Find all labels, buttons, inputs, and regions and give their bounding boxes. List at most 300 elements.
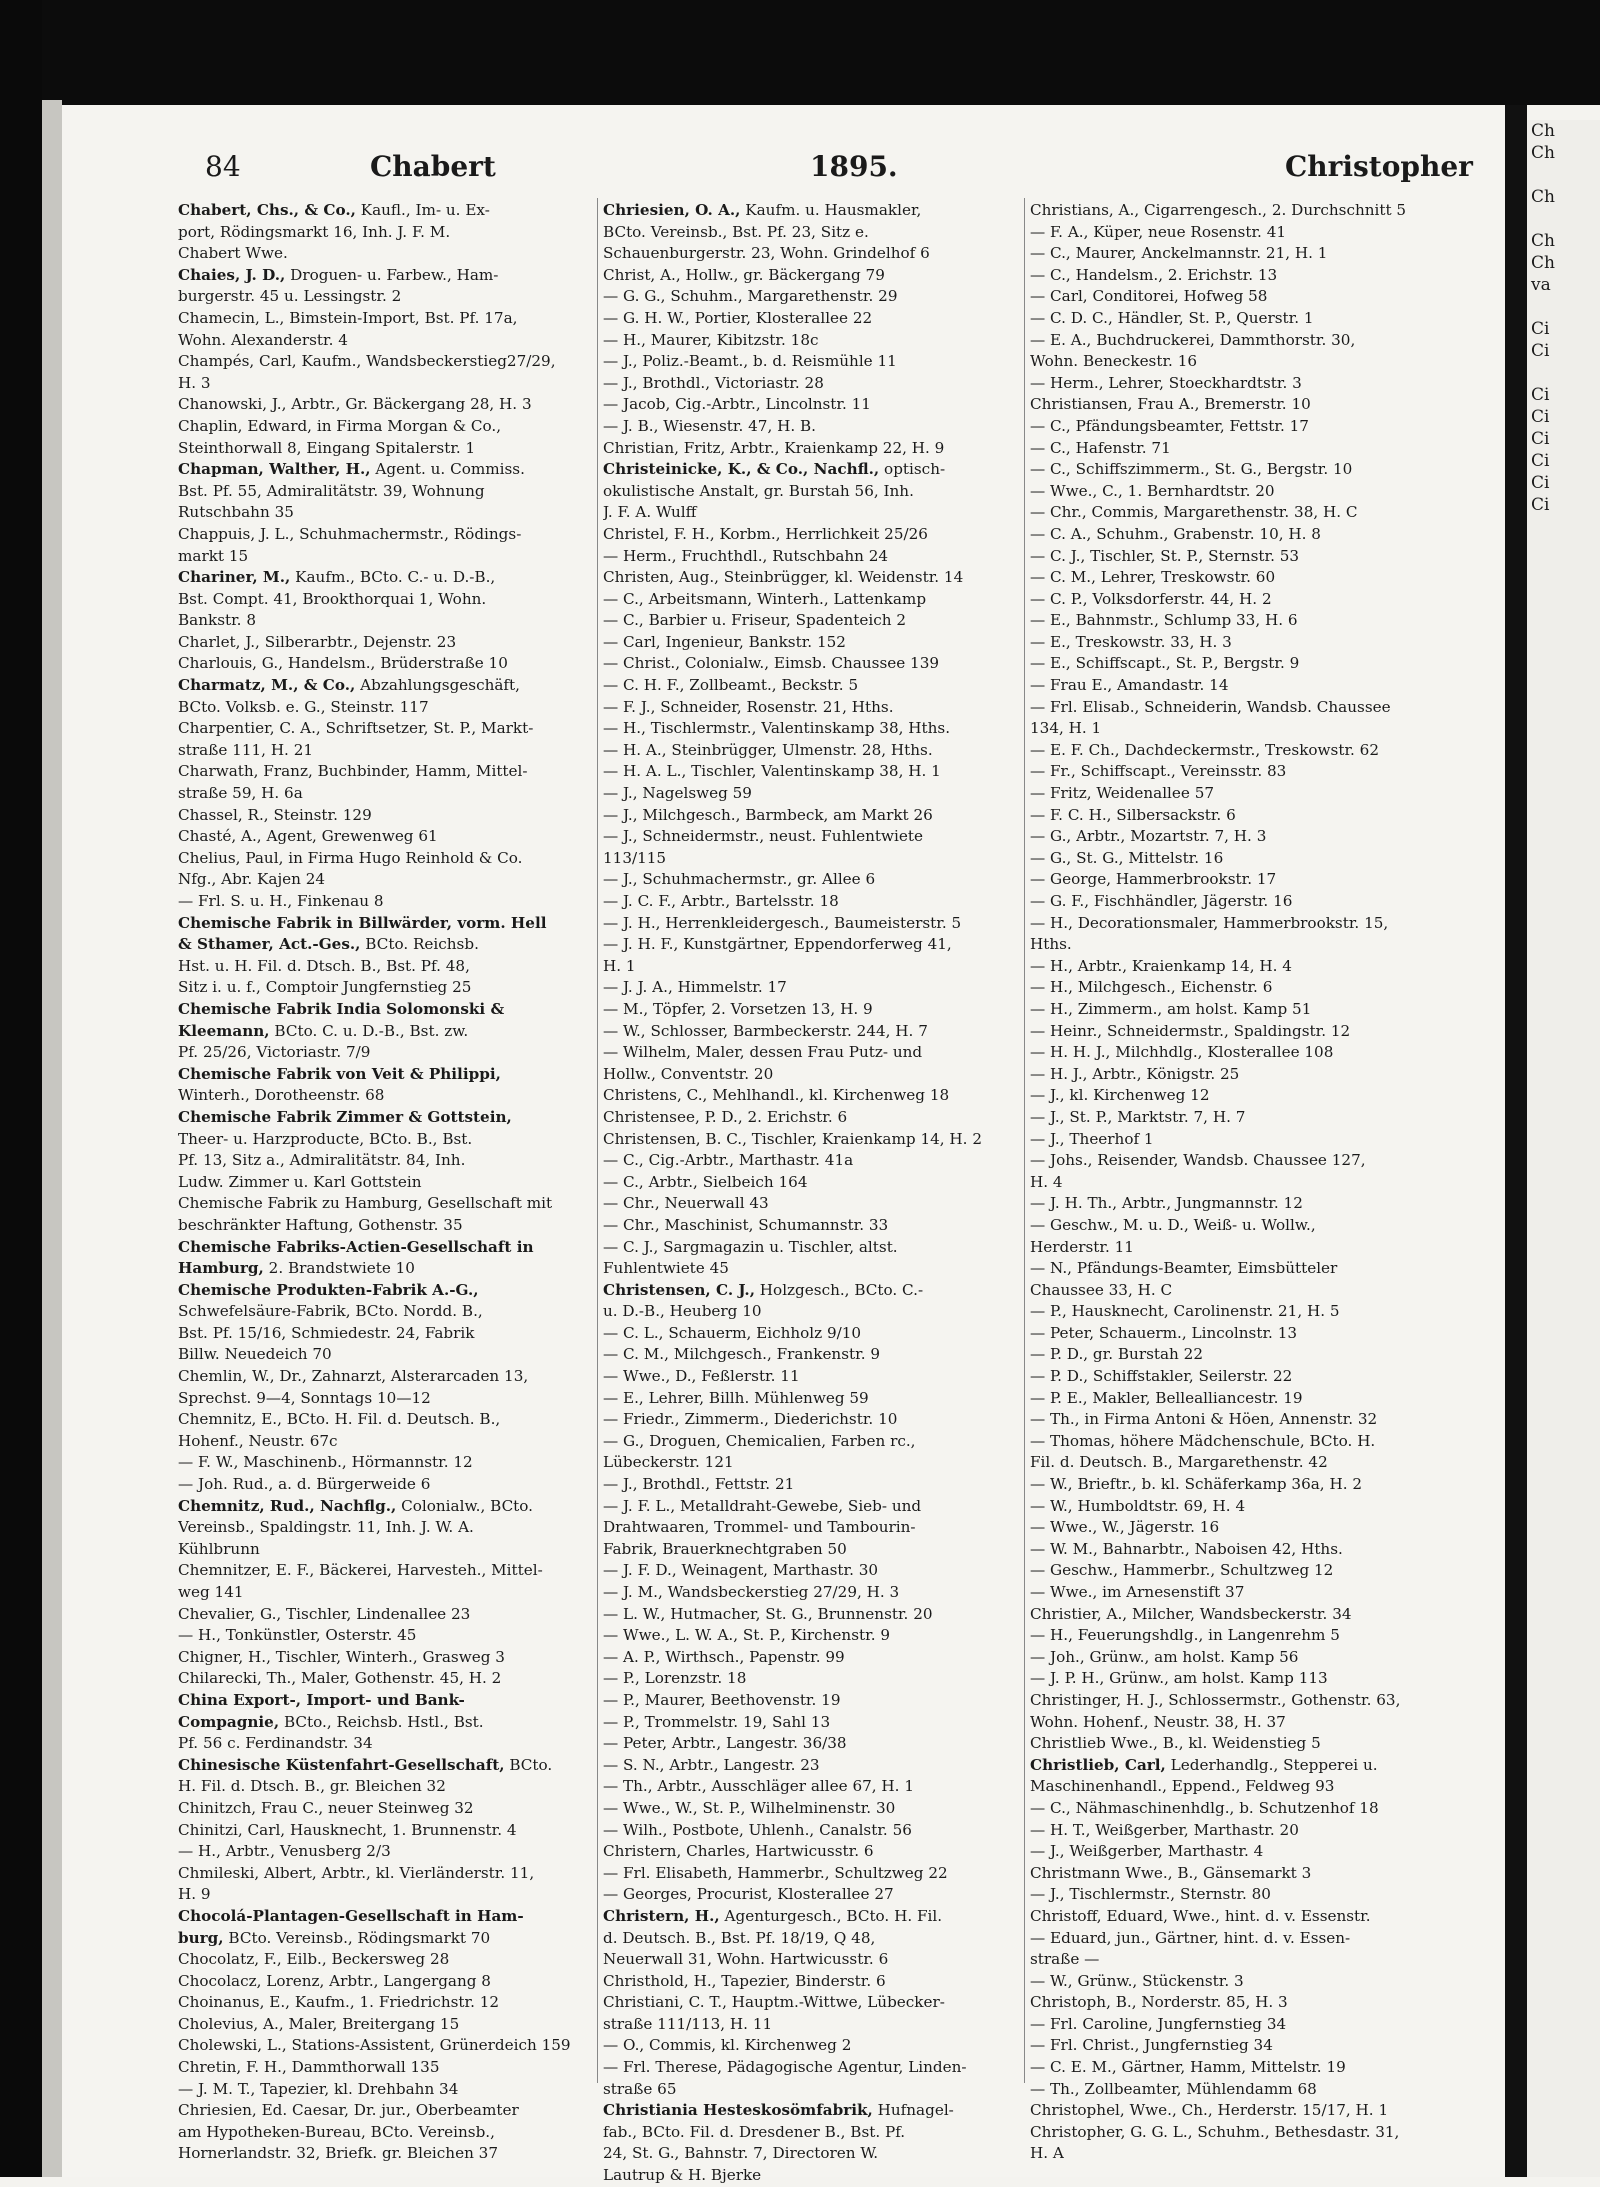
directory-line: — Wwe., C., 1. Bernhardtstr. 20 bbox=[1030, 481, 1275, 500]
directory-line: Hornerlandstr. 32, Briefk. gr. Bleichen 37 bbox=[178, 2144, 499, 2163]
directory-line bbox=[178, 1906, 593, 1928]
next-page-fragment: Ci bbox=[1531, 319, 1550, 339]
directory-line: Chabert Wwe. bbox=[178, 244, 288, 263]
header-left-title: Chabert bbox=[370, 150, 496, 183]
directory-line: — Wwe., W., Jägerstr. 16 bbox=[1030, 1518, 1220, 1537]
directory-line: — C. M., Milchgesch., Frankenstr. 9 bbox=[603, 1345, 881, 1364]
directory-line: Christopher, G. G. L., Schuhm., Bethesdastr. 31, bbox=[1030, 2122, 1400, 2141]
directory-line: Bankstr. 8 bbox=[178, 611, 257, 630]
directory-line: Choinanus, E., Kaufm., 1. Friedrichstr. 12 bbox=[178, 1993, 500, 2012]
entry-name: Chemische Fabrik India Solomonski & bbox=[178, 999, 505, 1018]
directory-line: Christens, C., Mehlhandl., kl. Kirchenweg 18 bbox=[603, 1086, 950, 1105]
directory-line: — P. D., Schiffstakler, Seilerstr. 22 bbox=[1030, 1367, 1293, 1386]
directory-line: — Joh. Rud., a. d. Bürgerweide 6 bbox=[178, 1475, 431, 1494]
directory-line: Chemische Fabrik zu Hamburg, Gesellschaft mit bbox=[178, 1194, 553, 1213]
directory-line: Vereinsb., Spaldingstr. 11, Inh. J. W. A. bbox=[178, 1518, 474, 1537]
directory-line: Christians, A., Cigarrengesch., 2. Durchschnitt 5 bbox=[1030, 201, 1407, 219]
directory-line: — J. P. H., Grünw., am holst. Kamp 113 bbox=[1030, 1669, 1328, 1688]
directory-line: — Th., in Firma Antoni & Höen, Annenstr. 32 bbox=[1030, 1410, 1378, 1429]
next-page-fragment bbox=[1527, 296, 1600, 318]
directory-line: BCto. Vereinsb., Bst. Pf. 23, Sitz e. bbox=[603, 222, 869, 241]
left-gutter bbox=[42, 100, 62, 2177]
next-page-fragment: Ch bbox=[1531, 187, 1555, 207]
directory-line: straße 111/113, H. 11 bbox=[603, 2014, 773, 2033]
directory-line: J. F. A. Wulff bbox=[603, 503, 697, 522]
directory-line: — F. C. H., Silbersackstr. 6 bbox=[1030, 805, 1236, 824]
page-number: 84 bbox=[205, 150, 241, 183]
directory-line: — Chr., Neuerwall 43 bbox=[603, 1194, 769, 1213]
directory-line: — J. B., Wiesenstr. 47, H. B. bbox=[603, 416, 816, 435]
directory-line: okulistische Anstalt, gr. Burstah 56, Inh. bbox=[603, 481, 914, 500]
directory-line: — Carl, Conditorei, Hofweg 58 bbox=[1030, 287, 1268, 306]
directory-line: Chapman, Walther, H., Agent. u. Commiss. bbox=[178, 460, 525, 479]
directory-line: — C., Handelsm., 2. Erichstr. 13 bbox=[1030, 265, 1278, 284]
directory-line: — Friedr., Zimmerm., Diederichstr. 10 bbox=[603, 1410, 898, 1429]
directory-line: — H., Arbtr., Venusberg 2/3 bbox=[178, 1842, 391, 1861]
directory-line: Cholewski, L., Stations-Assistent, Grünerdeich 159 bbox=[178, 2036, 571, 2055]
directory-line: — Wwe., D., Feßlerstr. 11 bbox=[603, 1367, 800, 1386]
directory-line: — Herm., Lehrer, Stoeckhardtstr. 3 bbox=[1030, 373, 1302, 392]
directory-line: — C., Schiffszimmerm., St. G., Bergstr. 10 bbox=[1030, 460, 1353, 479]
entry-name: Chemische Fabriks-Actien-Gesellschaft in bbox=[178, 1237, 534, 1256]
directory-line: Chanowski, J., Arbtr., Gr. Bäckergang 28, H. 3 bbox=[178, 395, 532, 414]
directory-line: — C. J., Sargmagazin u. Tischler, altst. bbox=[603, 1237, 898, 1256]
directory-line: Pf. 25/26, Victoriastr. 7/9 bbox=[178, 1043, 371, 1062]
directory-line bbox=[178, 913, 593, 935]
directory-line: — P. D., gr. Burstah 22 bbox=[1030, 1345, 1203, 1364]
directory-line: — J. H. Th., Arbtr., Jungmannstr. 12 bbox=[1030, 1194, 1303, 1213]
directory-line: Chriesien, Ed. Caesar, Dr. jur., Oberbeamter bbox=[178, 2101, 519, 2120]
directory-line: — H., Feuerungshdlg., in Langenrehm 5 bbox=[1030, 1626, 1340, 1645]
directory-line: — N., Pfändungs-Beamter, Eimsbütteler bbox=[1030, 1259, 1338, 1278]
directory-line: — M., Töpfer, 2. Vorsetzen 13, H. 9 bbox=[603, 999, 873, 1018]
entry-name: China Export-, Import- und Bank- bbox=[178, 1690, 465, 1709]
directory-line: Bst. Compt. 41, Brookthorquai 1, Wohn. bbox=[178, 589, 487, 608]
directory-line: — J., Theerhof 1 bbox=[1030, 1129, 1154, 1148]
directory-line: — C. J., Tischler, St. P., Sternstr. 53 bbox=[1030, 546, 1300, 565]
directory-line: Champés, Carl, Kaufm., Wandsbeckerstieg27/29, bbox=[178, 352, 556, 371]
directory-line: — J. C. F., Arbtr., Bartelsstr. 18 bbox=[603, 892, 839, 910]
directory-line: — C. P., Volksdorferstr. 44, H. 2 bbox=[1030, 589, 1272, 608]
directory-line: — Eduard, jun., Gärtner, hint. d. v. Essen- bbox=[1030, 1928, 1351, 1947]
directory-line: Chinitzi, Carl, Hausknecht, 1. Brunnenstr. 4 bbox=[178, 1820, 517, 1839]
directory-line: — C., Arbeitsmann, Winterh., Lattenkamp bbox=[603, 589, 927, 608]
directory-line: Chassel, R., Steinstr. 129 bbox=[178, 805, 372, 824]
left-scan-border bbox=[0, 0, 42, 2177]
directory-line bbox=[178, 1690, 593, 1712]
directory-line: — G. H. W., Portier, Klosterallee 22 bbox=[603, 308, 873, 327]
next-page-fragment: Ch bbox=[1531, 231, 1555, 251]
entry-name: Christiania Hesteskosömfabrik, bbox=[603, 2101, 873, 2120]
directory-line: — G. G., Schuhm., Margarethenstr. 29 bbox=[603, 287, 898, 306]
directory-line: Chretin, F. H., Dammthorwall 135 bbox=[178, 2058, 440, 2077]
entry-name: Chariner, M., bbox=[178, 568, 291, 587]
directory-line: — G., St. G., Mittelstr. 16 bbox=[1030, 848, 1224, 867]
directory-line: — C., Cig.-Arbtr., Marthastr. 41a bbox=[603, 1151, 854, 1170]
directory-line: — Frl. Caroline, Jungfernstieg 34 bbox=[1030, 2014, 1287, 2033]
directory-line: Chinitzch, Frau C., neuer Steinweg 32 bbox=[178, 1798, 474, 1817]
directory-line: Maschinenhandl., Eppend., Feldweg 93 bbox=[1030, 1777, 1335, 1796]
directory-line: — F. W., Maschinenb., Hörmannstr. 12 bbox=[178, 1453, 473, 1472]
directory-line: — H., Arbtr., Kraienkamp 14, H. 4 bbox=[1030, 956, 1292, 975]
directory-line: Christen, Aug., Steinbrügger, kl. Weidenstr. 14 bbox=[603, 568, 964, 587]
directory-line: — H. A. L., Tischler, Valentinskamp 38, H. 1 bbox=[603, 762, 941, 781]
directory-line: — Peter, Schauerm., Lincolnstr. 13 bbox=[1030, 1323, 1298, 1342]
directory-line: — Frl. Elisab., Schneiderin, Wandsb. Chaussee bbox=[1030, 697, 1391, 716]
directory-line: — Christ., Colonialw., Eimsb. Chaussee 139 bbox=[603, 654, 940, 673]
next-page-fragment: va bbox=[1531, 275, 1551, 295]
directory-line: — J., Milchgesch., Barmbeck, am Markt 26 bbox=[603, 805, 933, 824]
next-page-fragment bbox=[1527, 362, 1600, 384]
directory-line: Christ, A., Hollw., gr. Bäckergang 79 bbox=[603, 265, 885, 284]
directory-line: Christier, A., Milcher, Wandsbeckerstr. 34 bbox=[1030, 1604, 1352, 1623]
directory-line: Chigner, H., Tischler, Winterh., Grasweg 3 bbox=[178, 1647, 505, 1666]
directory-line: — P., Hausknecht, Carolinenstr. 21, H. 5 bbox=[1030, 1302, 1340, 1321]
directory-line: — Fritz, Weidenallee 57 bbox=[1030, 784, 1215, 803]
directory-line: Theer- u. Harzproducte, BCto. B., Bst. bbox=[178, 1129, 473, 1148]
directory-line: & Sthamer, Act.-Ges., BCto. Reichsb. bbox=[178, 935, 479, 954]
directory-line: Chocolatz, F., Eilb., Beckersweg 28 bbox=[178, 1950, 450, 1969]
directory-line: — G. F., Fischhändler, Jägerstr. 16 bbox=[1030, 892, 1293, 910]
directory-line: — George, Hammerbrookstr. 17 bbox=[1030, 870, 1277, 889]
directory-line: straße — bbox=[1030, 1950, 1100, 1969]
directory-line: — J., Brothdl., Victoriastr. 28 bbox=[603, 373, 824, 392]
directory-line: — C. E. M., Gärtner, Hamm, Mittelstr. 19 bbox=[1030, 2058, 1346, 2077]
directory-line: — C. D. C., Händler, St. P., Querstr. 1 bbox=[1030, 308, 1314, 327]
directory-line: Winterh., Dorotheenstr. 68 bbox=[178, 1086, 385, 1105]
directory-line: — H., Zimmerm., am holst. Kamp 51 bbox=[1030, 999, 1312, 1018]
directory-line: — J. F. D., Weinagent, Marthastr. 30 bbox=[603, 1561, 879, 1580]
column-divider bbox=[1024, 198, 1025, 2083]
directory-line: — E. F. Ch., Dachdeckermstr., Treskowstr. 62 bbox=[1030, 740, 1380, 759]
directory-line: — E. A., Buchdruckerei, Dammthorstr. 30, bbox=[1030, 330, 1356, 349]
directory-line: — Fr., Schiffscapt., Vereinsstr. 83 bbox=[1030, 762, 1287, 781]
directory-line: Fuhlentwiete 45 bbox=[603, 1259, 729, 1278]
entry-name: Chinesische Küstenfahrt-Gesellschaft, bbox=[178, 1755, 505, 1774]
directory-line: Christern, Charles, Hartwicusstr. 6 bbox=[603, 1842, 874, 1861]
directory-line: Hohenf., Neustr. 67c bbox=[178, 1431, 338, 1450]
directory-line: — E., Schiffscapt., St. P., Bergstr. 9 bbox=[1030, 654, 1300, 673]
directory-line: Christhold, H., Tapezier, Binderstr. 6 bbox=[603, 1971, 886, 1990]
directory-line: Christlieb Wwe., B., kl. Weidenstieg 5 bbox=[1030, 1734, 1321, 1753]
directory-line: — Chr., Maschinist, Schumannstr. 33 bbox=[603, 1215, 889, 1234]
directory-line: — J. F. L., Metalldraht-Gewebe, Sieb- und bbox=[603, 1496, 922, 1515]
directory-line: — C., Nähmaschinenhdlg., b. Schutzenhof 18 bbox=[1030, 1798, 1379, 1817]
directory-line: Christlieb, Carl, Lederhandlg., Stepperei u. bbox=[1030, 1755, 1378, 1774]
directory-line: — H. J., Arbtr., Königstr. 25 bbox=[1030, 1064, 1240, 1083]
directory-line: — Wwe., im Arnesenstift 37 bbox=[1030, 1583, 1245, 1601]
directory-line: 24, St. G., Bahnstr. 7, Directoren W. bbox=[603, 2144, 879, 2163]
directory-line: — J. J. A., Himmelstr. 17 bbox=[603, 978, 787, 997]
directory-line: — J., Nagelsweg 59 bbox=[603, 784, 752, 803]
directory-line: Charpentier, C. A., Schriftsetzer, St. P., Markt- bbox=[178, 719, 534, 738]
directory-line: weg 141 bbox=[178, 1583, 244, 1601]
directory-line: — H., Decorationsmaler, Hammerbrookstr. 15, bbox=[1030, 913, 1389, 932]
next-page-fragment: Ch bbox=[1531, 143, 1555, 163]
directory-line: Nfg., Abr. Kajen 24 bbox=[178, 870, 326, 889]
directory-line: Bst. Pf. 55, Admiralitätstr. 39, Wohnung bbox=[178, 481, 485, 500]
directory-line: 134, H. 1 bbox=[1030, 719, 1102, 738]
directory-line: — Herm., Fruchthdl., Rutschbahn 24 bbox=[603, 546, 889, 565]
directory-line: — Heinr., Schneidermstr., Spaldingstr. 12 bbox=[1030, 1021, 1351, 1040]
directory-line: — Frau E., Amandastr. 14 bbox=[1030, 676, 1229, 695]
directory-line: — Peter, Arbtr., Langestr. 36/38 bbox=[603, 1734, 847, 1753]
header-right-title: Christopher bbox=[1285, 150, 1473, 183]
entry-name: Chemische Fabrik in Billwärder, vorm. Hell bbox=[178, 913, 547, 932]
directory-line: burgerstr. 45 u. Lessingstr. 2 bbox=[178, 287, 402, 306]
directory-line: Pf. 56 c. Ferdinandstr. 34 bbox=[178, 1734, 373, 1753]
directory-line: Christiania Hesteskosömfabrik, Hufnagel- bbox=[603, 2101, 954, 2120]
directory-line: straße 111, H. 21 bbox=[178, 740, 314, 759]
directory-line: Neuerwall 31, Wohn. Hartwicusstr. 6 bbox=[603, 1950, 889, 1969]
directory-line: Christensee, P. D., 2. Erichstr. 6 bbox=[603, 1107, 848, 1126]
directory-line: — H. A., Steinbrügger, Ulmenstr. 28, Hths. bbox=[603, 740, 933, 759]
directory-line: Compagnie, BCto., Reichsb. Hstl., Bst. bbox=[178, 1712, 484, 1731]
directory-line: — J., Weißgerber, Marthastr. 4 bbox=[1030, 1842, 1264, 1861]
directory-line: — A. P., Wirthsch., Papenstr. 99 bbox=[603, 1647, 845, 1666]
directory-line: burg, BCto. Vereinsb., Rödingsmarkt 70 bbox=[178, 1928, 491, 1947]
directory-line: Chriesien, O. A., Kaufm. u. Hausmakler, bbox=[603, 201, 922, 219]
directory-line: — C. L., Schauerm, Eichholz 9/10 bbox=[603, 1323, 862, 1342]
directory-line: Cholevius, A., Maler, Breitergang 15 bbox=[178, 2014, 460, 2033]
directory-line: — H., Maurer, Kibitzstr. 18c bbox=[603, 330, 819, 349]
directory-line: BCto. Volksb. e. G., Steinstr. 117 bbox=[178, 697, 429, 716]
directory-line: Chmileski, Albert, Arbtr., kl. Vierländerstr. 11, bbox=[178, 1863, 535, 1882]
entry-name: Hamburg, bbox=[178, 1259, 264, 1278]
directory-line: Chilarecki, Th., Maler, Gothenstr. 45, H. 2 bbox=[178, 1669, 502, 1688]
entry-name: Chemische Produkten-Fabrik A.-G., bbox=[178, 1280, 479, 1299]
directory-line: Chelius, Paul, in Firma Hugo Reinhold & Co. bbox=[178, 848, 523, 867]
directory-line: Charlet, J., Silberarbtr., Dejenstr. 23 bbox=[178, 632, 457, 651]
directory-line: — Joh., Grünw., am holst. Kamp 56 bbox=[1030, 1647, 1299, 1666]
directory-line: — E., Lehrer, Billh. Mühlenweg 59 bbox=[603, 1388, 869, 1407]
entry-name: & Sthamer, Act.-Ges., bbox=[178, 935, 361, 954]
directory-line: — J. M. T., Tapezier, kl. Drehbahn 34 bbox=[178, 2079, 459, 2098]
entry-name: Chapman, Walther, H., bbox=[178, 460, 371, 479]
directory-line: — Wilhelm, Maler, dessen Frau Putz- und bbox=[603, 1043, 923, 1062]
directory-line: — Jacob, Cig.-Arbtr., Lincolnstr. 11 bbox=[603, 395, 871, 414]
directory-line bbox=[178, 1237, 593, 1259]
column-2 bbox=[603, 200, 1016, 2187]
directory-line: Drahtwaaren, Trommel- und Tambourin- bbox=[603, 1518, 916, 1537]
directory-line: Ludw. Zimmer u. Karl Gottstein bbox=[178, 1172, 422, 1191]
entry-name: burg, bbox=[178, 1928, 224, 1947]
directory-line: Christel, F. H., Korbm., Herrlichkeit 25/26 bbox=[603, 524, 928, 543]
entry-name: Chabert, Chs., & Co., bbox=[178, 201, 356, 219]
directory-line: — C., Pfändungsbeamter, Fettstr. 17 bbox=[1030, 416, 1309, 435]
directory-line: — Th., Zollbeamter, Mühlendamm 68 bbox=[1030, 2079, 1317, 2098]
directory-line: — J. M., Wandsbeckerstieg 27/29, H. 3 bbox=[603, 1583, 900, 1601]
next-page-fragment: Ch bbox=[1531, 253, 1555, 273]
directory-line: — C. M., Lehrer, Treskowstr. 60 bbox=[1030, 568, 1276, 587]
directory-line: Kühlbrunn bbox=[178, 1539, 260, 1558]
directory-line: Hamburg, 2. Brandstwiete 10 bbox=[178, 1259, 415, 1278]
directory-line: Christinger, H. J., Schlossermstr., Gothenstr. 63, bbox=[1030, 1690, 1401, 1709]
directory-line: — J., kl. Kirchenweg 12 bbox=[1030, 1086, 1210, 1105]
directory-line: — J., Schneidermstr., neust. Fuhlentwiete bbox=[603, 827, 923, 846]
entry-name: Chocolá-Plantagen-Gesellschaft in Ham- bbox=[178, 1906, 524, 1925]
directory-line: — H. T., Weißgerber, Marthastr. 20 bbox=[1030, 1820, 1299, 1839]
directory-line: Christiani, C. T., Hauptm.-Wittwe, Lübecker- bbox=[603, 1993, 945, 2012]
directory-line: — Georges, Procurist, Klosterallee 27 bbox=[603, 1885, 894, 1904]
directory-line: — J., St. P., Marktstr. 7, H. 7 bbox=[1030, 1107, 1246, 1126]
directory-line: Christian, Fritz, Arbtr., Kraienkamp 22, H. 9 bbox=[603, 438, 945, 457]
directory-line: — C., Barbier u. Friseur, Spadenteich 2 bbox=[603, 611, 907, 630]
directory-line bbox=[178, 1280, 593, 1302]
next-page-fragment: Ci bbox=[1531, 451, 1550, 471]
entry-name: Chaies, J. D., bbox=[178, 265, 286, 284]
directory-line: fab., BCto. Fil. d. Dresdener B., Bst. Pf. bbox=[603, 2122, 906, 2141]
directory-line: Fabrik, Brauerknechtgraben 50 bbox=[603, 1539, 847, 1558]
directory-line: — C., Maurer, Anckelmannstr. 21, H. 1 bbox=[1030, 244, 1328, 263]
directory-line: Chasté, A., Agent, Grewenweg 61 bbox=[178, 827, 438, 846]
directory-line: Christensen, C. J., Holzgesch., BCto. C.- bbox=[603, 1280, 924, 1299]
directory-line: Christoff, Eduard, Wwe., hint. d. v. Essenstr. bbox=[1030, 1906, 1371, 1925]
directory-line: — H., Tonkünstler, Osterstr. 45 bbox=[178, 1626, 417, 1645]
directory-line: Chemnitz, Rud., Nachflg., Colonialw., BCto. bbox=[178, 1496, 533, 1515]
next-page-fragment: Ci bbox=[1531, 407, 1550, 427]
directory-line: Chemlin, W., Dr., Zahnarzt, Alsterarcaden 13, bbox=[178, 1367, 529, 1386]
directory-line: — L. W., Hutmacher, St. G., Brunnenstr. 20 bbox=[603, 1604, 933, 1623]
column-1 bbox=[178, 200, 593, 2165]
directory-line: — W., Brieftr., b. kl. Schäferkamp 36a, H. 2 bbox=[1030, 1475, 1363, 1494]
directory-line: Pf. 13, Sitz a., Admiralitätstr. 84, Inh. bbox=[178, 1151, 466, 1170]
directory-line bbox=[178, 999, 593, 1021]
directory-line: Hollw., Conventstr. 20 bbox=[603, 1064, 774, 1083]
entry-name: Charmatz, M., & Co., bbox=[178, 676, 356, 695]
directory-line: Christoph, B., Norderstr. 85, H. 3 bbox=[1030, 1993, 1288, 2012]
directory-line: Billw. Neuedeich 70 bbox=[178, 1345, 332, 1364]
directory-line: — H., Tischlermstr., Valentinskamp 38, Hths. bbox=[603, 719, 951, 738]
directory-line: Chaussee 33, H. C bbox=[1030, 1280, 1173, 1299]
directory-line: — Wwe., L. W. A., St. P., Kirchenstr. 9 bbox=[603, 1626, 891, 1645]
next-page-edge bbox=[1527, 120, 1600, 2177]
entry-name: Compagnie, bbox=[178, 1712, 280, 1731]
next-page-fragment: Ci bbox=[1531, 341, 1550, 361]
directory-line: Christiansen, Frau A., Bremerstr. 10 bbox=[1030, 395, 1311, 414]
directory-line: — O., Commis, kl. Kirchenweg 2 bbox=[603, 2036, 852, 2055]
next-page-fragment: Ci bbox=[1531, 385, 1550, 405]
directory-line: — Frl. Christ., Jungfernstieg 34 bbox=[1030, 2036, 1273, 2055]
directory-line: — C. H. F., Zollbeamt., Beckstr. 5 bbox=[603, 676, 859, 695]
directory-line: Sprechst. 9—4, Sonntags 10—12 bbox=[178, 1388, 431, 1407]
entry-name: Christensen, C. J., bbox=[603, 1280, 755, 1299]
directory-line: Christensen, B. C., Tischler, Kraienkamp 14, H. 2 bbox=[603, 1129, 982, 1148]
directory-line: — Chr., Commis, Margarethenstr. 38, H. C bbox=[1030, 503, 1358, 522]
directory-line: — F. J., Schneider, Rosenstr. 21, Hths. bbox=[603, 697, 894, 716]
column-divider bbox=[597, 198, 598, 2083]
directory-line: Chamecin, L., Bimstein-Import, Bst. Pf. 17a, bbox=[178, 308, 518, 327]
directory-line: — Wilh., Postbote, Uhlenh., Canalstr. 56 bbox=[603, 1820, 912, 1839]
entry-name: Chemische Fabrik Zimmer & Gottstein, bbox=[178, 1107, 512, 1126]
directory-line: Wohn. Hohenf., Neustr. 38, H. 37 bbox=[1030, 1712, 1286, 1731]
directory-line: Hst. u. H. Fil. d. Dtsch. B., Bst. Pf. 48, bbox=[178, 956, 470, 975]
directory-line: markt 15 bbox=[178, 546, 249, 565]
directory-line: Chocolacz, Lorenz, Arbtr., Langergang 8 bbox=[178, 1971, 491, 1990]
directory-line: 113/115 bbox=[603, 848, 667, 867]
directory-line: — Geschw., Hammerbr., Schultzweg 12 bbox=[1030, 1561, 1334, 1580]
header-year: 1895. bbox=[810, 150, 898, 183]
directory-line: — W., Humboldtstr. 69, H. 4 bbox=[1030, 1496, 1246, 1515]
directory-line: — P., Lorenzstr. 18 bbox=[603, 1669, 747, 1688]
directory-line: — Frl. Therese, Pädagogische Agentur, Linden- bbox=[603, 2058, 967, 2077]
directory-line: H. 4 bbox=[1030, 1172, 1063, 1191]
directory-line: — Frl. S. u. H., Finkenau 8 bbox=[178, 892, 384, 910]
directory-line: — J., Poliz.-Beamt., b. d. Reismühle 11 bbox=[603, 352, 897, 371]
directory-line: Bst. Pf. 15/16, Schmiedestr. 24, Fabrik bbox=[178, 1323, 475, 1342]
directory-line bbox=[178, 1064, 593, 1086]
directory-line: Schauenburgerstr. 23, Wohn. Grindelhof 6 bbox=[603, 244, 930, 263]
directory-line: — J., Tischlermstr., Sternstr. 80 bbox=[1030, 1885, 1271, 1904]
directory-line: — F. A., Küper, neue Rosenstr. 41 bbox=[1030, 222, 1287, 241]
directory-line: — Th., Arbtr., Ausschläger allee 67, H. 1 bbox=[603, 1777, 914, 1796]
entry-name: Chriesien, O. A., bbox=[603, 201, 741, 219]
entry-name: Kleemann, bbox=[178, 1021, 270, 1040]
directory-line: Charlouis, G., Handelsm., Brüderstraße 10 bbox=[178, 654, 508, 673]
directory-line: Wohn. Beneckestr. 16 bbox=[1030, 352, 1198, 371]
directory-line: beschränkter Haftung, Gothenstr. 35 bbox=[178, 1215, 463, 1234]
directory-line: straße 65 bbox=[603, 2079, 677, 2098]
directory-line: — J., Schuhmachermstr., gr. Allee 6 bbox=[603, 870, 876, 889]
directory-line: — C. A., Schuhm., Grabenstr. 10, H. 8 bbox=[1030, 524, 1321, 543]
directory-line: — Wwe., W., St. P., Wilhelminenstr. 30 bbox=[603, 1798, 896, 1817]
directory-line: Schwefelsäure-Fabrik, BCto. Nordd. B., bbox=[178, 1302, 483, 1321]
entry-name: Christlieb, Carl, bbox=[1030, 1755, 1166, 1774]
next-page-fragment bbox=[1527, 164, 1600, 186]
directory-line: — E., Bahnmstr., Schlump 33, H. 6 bbox=[1030, 611, 1298, 630]
directory-line: — J. H. F., Kunstgärtner, Eppendorferweg 41, bbox=[603, 935, 952, 954]
directory-line bbox=[178, 1107, 593, 1129]
directory-line: — S. N., Arbtr., Langestr. 23 bbox=[603, 1755, 820, 1774]
entry-name: Christeinicke, K., & Co., Nachfl., bbox=[603, 460, 880, 479]
directory-line: — H., Milchgesch., Eichenstr. 6 bbox=[1030, 978, 1273, 997]
directory-line: — W. M., Bahnarbtr., Naboisen 42, Hths. bbox=[1030, 1539, 1343, 1558]
directory-line: port, Rödingsmarkt 16, Inh. J. F. M. bbox=[178, 222, 451, 241]
next-page-fragment: Ci bbox=[1531, 473, 1550, 493]
entry-name: Christern, H., bbox=[603, 1906, 720, 1925]
directory-line: — P. E., Makler, Bellealliancestr. 19 bbox=[1030, 1388, 1303, 1407]
directory-line: Chabert, Chs., & Co., Kaufl., Im- u. Ex- bbox=[178, 201, 490, 219]
directory-line: — G., Arbtr., Mozartstr. 7, H. 3 bbox=[1030, 827, 1267, 846]
top-scan-border bbox=[0, 0, 1600, 105]
directory-line: Chemnitz, E., BCto. H. Fil. d. Deutsch. B., bbox=[178, 1410, 501, 1429]
directory-line: Charwath, Franz, Buchbinder, Hamm, Mittel- bbox=[178, 762, 528, 781]
directory-line: — H. H. J., Milchhdlg., Klosterallee 108 bbox=[1030, 1043, 1334, 1062]
next-page-fragment: Ch bbox=[1531, 121, 1555, 141]
directory-line: Rutschbahn 35 bbox=[178, 503, 294, 522]
directory-line: — C., Arbtr., Sielbeich 164 bbox=[603, 1172, 808, 1191]
directory-line: Lübeckerstr. 121 bbox=[603, 1453, 734, 1472]
directory-line: — W., Grünw., Stückenstr. 3 bbox=[1030, 1971, 1244, 1990]
directory-line: Chaies, J. D., Droguen- u. Farbew., Ham- bbox=[178, 265, 499, 284]
directory-line: Herderstr. 11 bbox=[1030, 1237, 1134, 1256]
directory-line: Fil. d. Deutsch. B., Margarethenstr. 42 bbox=[1030, 1453, 1328, 1472]
directory-line: u. D.-B., Heuberg 10 bbox=[603, 1302, 762, 1321]
directory-line: Lautrup & H. Bjerke bbox=[603, 2166, 762, 2185]
page-header bbox=[125, 150, 1473, 195]
directory-line: Hths. bbox=[1030, 935, 1072, 954]
directory-line: — P., Maurer, Beethovenstr. 19 bbox=[603, 1690, 841, 1709]
directory-line: H. 9 bbox=[178, 1885, 211, 1904]
directory-line: — Carl, Ingenieur, Bankstr. 152 bbox=[603, 632, 846, 651]
directory-line: Kleemann, BCto. C. u. D.-B., Bst. zw. bbox=[178, 1021, 469, 1040]
directory-line: H. 3 bbox=[178, 373, 211, 392]
directory-line: — E., Treskowstr. 33, H. 3 bbox=[1030, 632, 1232, 651]
directory-line: H. Fil. d. Dtsch. B., gr. Bleichen 32 bbox=[178, 1777, 446, 1796]
directory-line: — Johs., Reisender, Wandsb. Chaussee 127, bbox=[1030, 1151, 1366, 1170]
directory-line: Chaplin, Edward, in Firma Morgan & Co., bbox=[178, 416, 502, 435]
directory-line: Chariner, M., Kaufm., BCto. C.- u. D.-B., bbox=[178, 568, 496, 587]
